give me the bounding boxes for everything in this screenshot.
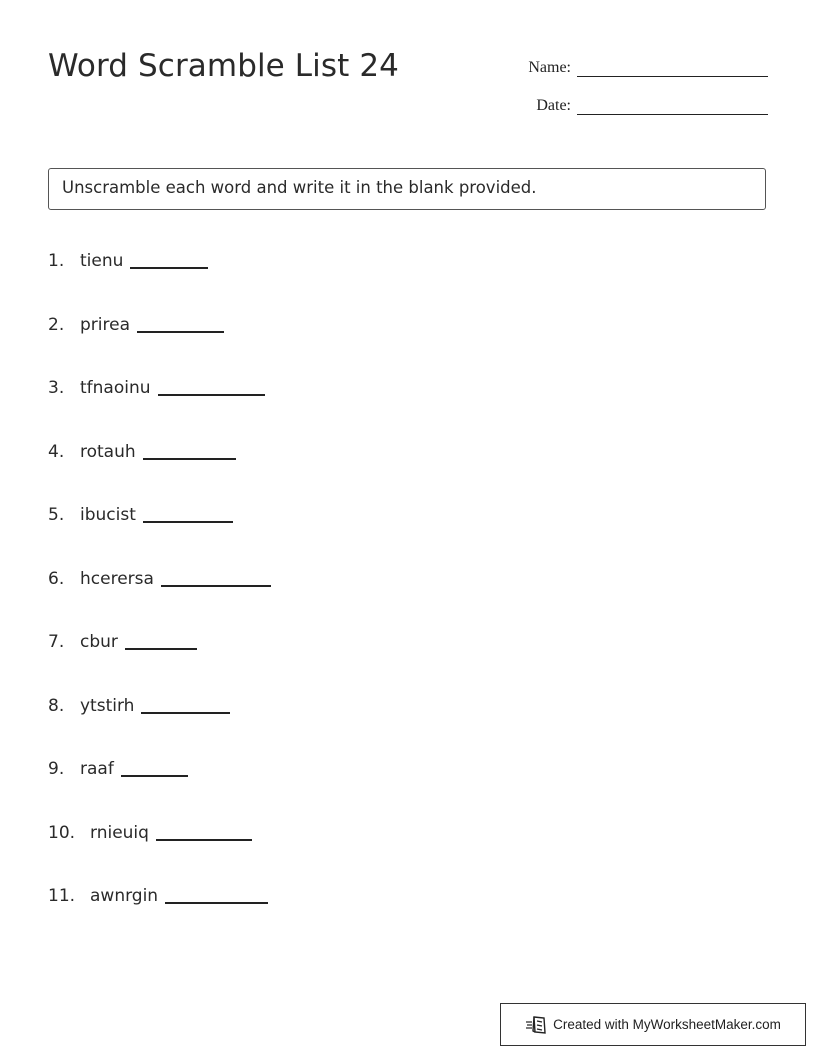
answer-blank[interactable]: [121, 761, 188, 777]
date-field: [536, 92, 768, 115]
list-item: [48, 441, 271, 505]
scrambled-word: hcerersa: [80, 568, 154, 589]
date-blank-line[interactable]: [577, 92, 768, 115]
item-number: 4.: [48, 441, 65, 462]
answer-blank[interactable]: [141, 698, 230, 714]
list-item: [48, 250, 271, 314]
answer-blank[interactable]: [125, 634, 197, 650]
list-item: [48, 631, 271, 695]
name-label: Name:: [528, 59, 571, 76]
name-field: [528, 54, 768, 77]
item-number: 3.: [48, 378, 65, 398]
item-number: 11.: [48, 886, 76, 906]
item-number: 8.: [48, 695, 65, 716]
answer-blank[interactable]: [165, 888, 268, 904]
item-number: 2.: [48, 314, 65, 335]
list-item: [48, 885, 271, 949]
date-label: Date:: [536, 97, 571, 114]
list-item: [48, 314, 271, 378]
item-number: 10.: [48, 822, 76, 843]
list-item: [48, 758, 271, 822]
scrambled-word: ibucist: [80, 505, 136, 525]
list-item: [48, 822, 271, 886]
worksheet-title: Word Scramble List 24: [48, 48, 400, 84]
created-with-badge[interactable]: [500, 1003, 806, 1046]
worksheet-logo-icon: [525, 1015, 547, 1035]
scrambled-word: cbur: [80, 632, 118, 652]
scrambled-word: raaf: [80, 759, 114, 779]
scrambled-word: rnieuiq: [90, 822, 149, 843]
answer-blank[interactable]: [143, 444, 236, 460]
answer-blank[interactable]: [137, 317, 224, 333]
scramble-list: [48, 250, 271, 949]
list-item: [48, 504, 271, 568]
scrambled-word: tfnaoinu: [80, 378, 151, 398]
answer-blank[interactable]: [158, 380, 265, 396]
scrambled-word: prirea: [80, 314, 130, 335]
list-item: [48, 695, 271, 759]
scrambled-word: awnrgin: [90, 886, 159, 906]
item-number: 1.: [48, 251, 65, 271]
item-number: 5.: [48, 505, 65, 525]
scrambled-word: rotauh: [80, 441, 136, 462]
item-number: 9.: [48, 759, 65, 779]
answer-blank[interactable]: [143, 507, 233, 523]
instructions-box: Unscramble each word and write it in the blank provided.: [48, 168, 766, 210]
scrambled-word: tienu: [80, 251, 124, 271]
answer-blank[interactable]: [130, 253, 208, 269]
badge-text: Created with MyWorksheetMaker.com: [553, 1017, 781, 1032]
scrambled-word: ytstirh: [80, 695, 135, 716]
item-number: 6.: [48, 568, 65, 589]
answer-blank[interactable]: [161, 571, 271, 587]
list-item: [48, 568, 271, 632]
answer-blank[interactable]: [156, 825, 252, 841]
name-blank-line[interactable]: [577, 54, 768, 77]
list-item: [48, 377, 271, 441]
item-number: 7.: [48, 632, 65, 652]
